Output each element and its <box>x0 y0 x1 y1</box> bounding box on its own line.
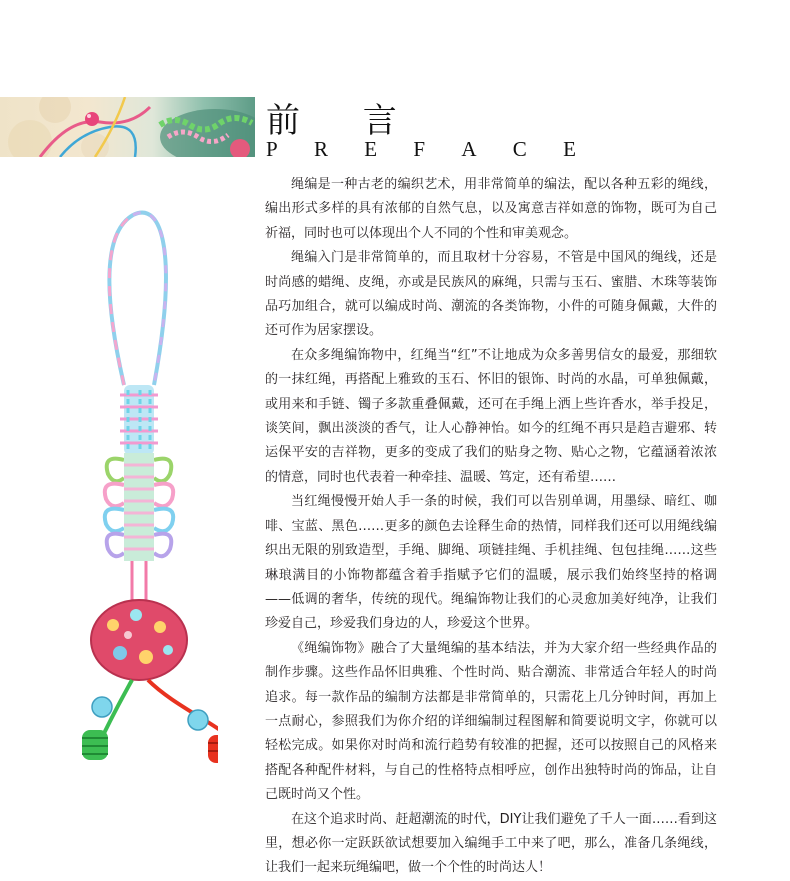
knot-craft-banner-icon <box>0 97 255 157</box>
page-title: 前 言 <box>266 101 423 141</box>
page-subtitle-en <box>266 137 576 162</box>
header-banner-photo <box>0 97 255 157</box>
preface-body <box>265 173 717 881</box>
subtitle-letter: F <box>413 137 426 161</box>
paragraph: 在这个追求时尚、赶超潮流的时代，DIY让我们避免了千人一面……看到这里，想必你一定跃跃欲试想要加入编绳手工中来了吧，那么，准备几条绳线，让我们一起来玩绳编吧，做一个个性的时尚达人！ <box>265 811 717 876</box>
subtitle-letter: E <box>563 137 576 161</box>
subtitle-letter: A <box>461 137 477 161</box>
subtitle-letter: E <box>364 137 378 161</box>
paragraph: 绳编入门是非常简单的，而且取材十分容易，不管是中国风的绳线，还是时尚感的蜡绳、皮绳，亦或是民族风的麻绳，只需与玉石、蜜腊、木珠等装饰品巧加组合，就可以编成时尚、潮流的各类饰物，小件的可随身佩戴，大件的还可作为居家摆设。 <box>265 250 717 339</box>
paragraph: 当红绳慢慢开始人手一条的时候，我们可以告别单调，用墨绿、暗红、咖啡、宝蓝、黑色……更多的颜色去诠释生命的热情，同样我们还可以用绳线编织出无限的别致造型，手绳、脚绳、项链挂绳、手机挂绳、包包挂绳……这些琳琅满目的小饰物都蕴含着手指赋予它们的温暖，展示我们始终坚持的格调——低调的奢华，传统的现代。绳编饰物让我们的心灵愈加美好纯净，让我们珍爱自己，珍爱我们身边的人，珍爱这个世界。 <box>265 494 717 632</box>
knotted-ornament-icon <box>58 195 218 785</box>
paragraph: 《绳编饰物》融合了大量绳编的基本结法，并为大家介绍一些经典作品的制作步骤。这些作品怀旧典雅、个性时尚、贴合潮流、非常适合年轻人的时尚追求。每一款作品的编制方法都是非常简单的，只需花上几分钟时间，再加上一点耐心，参照我们为你介绍的详细编制过程图解和简要说明文字，你就可以轻松完成。如果你对时尚和流行趋势有较准的把握，还可以按照自己的风格来搭配各种配件材料，与自己的性格特点相呼应，创作出独特时尚的饰品，让自己既时尚又个性。 <box>265 640 717 803</box>
paragraph: 绳编是一种古老的编织艺术，用非常简单的编法，配以各种五彩的绳线，编出形式多样的具有浓郁的自然气息，以及寓意吉祥如意的饰物，既可为自己祈福，同时也可以体现出个人不同的个性和审美观念。 <box>265 177 717 241</box>
subtitle-letter: C <box>512 137 527 161</box>
subtitle-letter: P <box>266 137 278 161</box>
knotted-ornament-illustration <box>58 195 218 785</box>
subtitle-letter: R <box>313 137 328 161</box>
paragraph: 在众多绳编饰物中，红绳当“红”不让地成为众多善男信女的最爱，那细软的一抹红绳，再搭配上雅致的玉石、怀旧的银饰、时尚的水晶，可单独佩戴，或用来和手链、镯子多款重叠佩戴，还可在手绳上洒上些许香水，举手投足，谈笑间，飘出淡淡的香气，让人心静神怡。如今的红绳不再只是趋吉避邪、转运保平安的吉祥物，更多的变成了我们的贴身之物、贴心之物，它蕴涵着浓浓的情意，同时也代表着一种牵挂、温暖、笃定，还有希望…… <box>265 347 717 485</box>
